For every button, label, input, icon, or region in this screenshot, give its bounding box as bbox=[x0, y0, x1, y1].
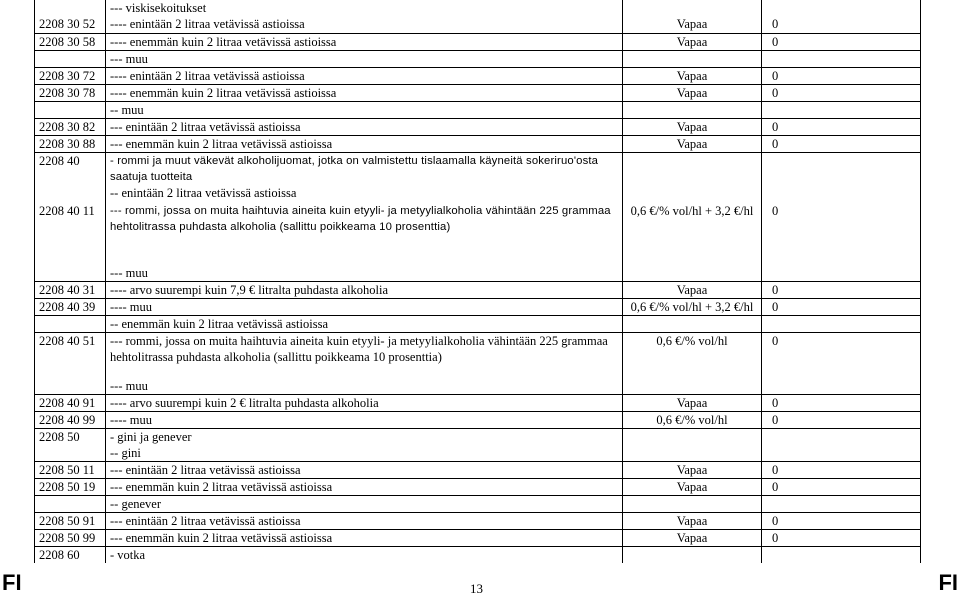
extra-duty-cell bbox=[762, 185, 921, 203]
table-row bbox=[35, 0, 921, 16]
description-cell: --- rommi, jossa on muita haihtuvia aineita kuin etyyli- ja metyylialkoholia vähintään 225 grammaa hehtolitrassa puhdasta alkoholia (sallittu poikkeama 10 prosenttia) bbox=[106, 332, 623, 378]
description-cell: -- gini bbox=[106, 445, 623, 462]
duty-rate-cell bbox=[623, 496, 762, 513]
description-cell: ---- muu bbox=[106, 412, 623, 429]
extra-duty-cell bbox=[762, 101, 921, 118]
description-cell: ---- enemmän kuin 2 litraa vetävissä astioissa bbox=[106, 33, 623, 50]
table-row bbox=[35, 152, 921, 185]
description-cell: --- enintään 2 litraa vetävissä astioissa bbox=[106, 513, 623, 530]
table-row bbox=[35, 462, 921, 479]
duty-rate-cell: Vapaa bbox=[623, 135, 762, 152]
tariff-table-body bbox=[35, 0, 921, 563]
cn-code-cell: 2208 40 31 bbox=[35, 281, 106, 298]
extra-duty-cell bbox=[762, 0, 921, 16]
table-row bbox=[35, 265, 921, 282]
table-row bbox=[35, 479, 921, 496]
extra-duty-cell: 0 bbox=[762, 33, 921, 50]
cn-code-cell: 2208 50 19 bbox=[35, 479, 106, 496]
table-row bbox=[35, 281, 921, 298]
extra-duty-cell: 0 bbox=[762, 332, 921, 378]
table-row bbox=[35, 185, 921, 203]
description-cell: -- enemmän kuin 2 litraa vetävissä astioissa bbox=[106, 315, 623, 332]
duty-rate-cell bbox=[623, 429, 762, 446]
table-row bbox=[35, 298, 921, 315]
description-cell: --- muu bbox=[106, 378, 623, 395]
cn-code-cell: 2208 60 bbox=[35, 547, 106, 564]
extra-duty-cell: 0 bbox=[762, 281, 921, 298]
description-cell: -- muu bbox=[106, 101, 623, 118]
duty-rate-cell bbox=[623, 152, 762, 185]
description-cell: ---- enemmän kuin 2 litraa vetävissä astioissa bbox=[106, 84, 623, 101]
duty-rate-cell: 0,6 €/% vol/hl bbox=[623, 412, 762, 429]
duty-rate-cell: Vapaa bbox=[623, 33, 762, 50]
description-cell: - rommi ja muut väkevät alkoholijuomat, jotka on valmistettu tislaamalla käyneitä sokeriruo'osta saatuja tuotteita bbox=[106, 152, 623, 185]
cn-code-cell bbox=[35, 445, 106, 462]
cn-code-cell: 2208 30 82 bbox=[35, 118, 106, 135]
extra-duty-cell: 0 bbox=[762, 67, 921, 84]
duty-rate-cell: 0,6 €/% vol/hl + 3,2 €/hl bbox=[623, 298, 762, 315]
duty-rate-cell bbox=[623, 265, 762, 282]
cn-code-cell bbox=[35, 496, 106, 513]
duty-rate-cell: Vapaa bbox=[623, 118, 762, 135]
extra-duty-cell: 0 bbox=[762, 479, 921, 496]
table-row bbox=[35, 50, 921, 67]
table-row bbox=[35, 547, 921, 564]
description-cell: --- viskisekoitukset bbox=[106, 0, 623, 16]
extra-duty-cell: 0 bbox=[762, 530, 921, 547]
cn-code-cell: 2208 30 52 bbox=[35, 16, 106, 33]
extra-duty-cell: 0 bbox=[762, 513, 921, 530]
description-cell: - votka bbox=[106, 547, 623, 564]
cn-code-cell bbox=[35, 101, 106, 118]
table-row bbox=[35, 118, 921, 135]
table-row bbox=[35, 67, 921, 84]
cn-code-cell: 2208 40 39 bbox=[35, 298, 106, 315]
cn-code-cell: 2208 40 91 bbox=[35, 395, 106, 412]
cn-code-cell bbox=[35, 315, 106, 332]
cn-code-cell bbox=[35, 50, 106, 67]
cn-code-cell: 2208 40 51 bbox=[35, 332, 106, 378]
table-row bbox=[35, 101, 921, 118]
table-row bbox=[35, 315, 921, 332]
extra-duty-cell: 0 bbox=[762, 118, 921, 135]
description-cell: --- enemmän kuin 2 litraa vetävissä astioissa bbox=[106, 135, 623, 152]
table-row bbox=[35, 412, 921, 429]
extra-duty-cell bbox=[762, 429, 921, 446]
extra-duty-cell: 0 bbox=[762, 135, 921, 152]
table-row bbox=[35, 445, 921, 462]
duty-rate-cell: Vapaa bbox=[623, 530, 762, 547]
extra-duty-cell: 0 bbox=[762, 203, 921, 265]
duty-rate-cell: Vapaa bbox=[623, 84, 762, 101]
cn-code-cell: 2208 40 bbox=[35, 152, 106, 185]
duty-rate-cell bbox=[623, 50, 762, 67]
description-cell: ---- enintään 2 litraa vetävissä astioissa bbox=[106, 67, 623, 84]
language-mark-left: FI bbox=[2, 570, 22, 595]
description-cell: --- muu bbox=[106, 50, 623, 67]
duty-rate-cell: 0,6 €/% vol/hl + 3,2 €/hl bbox=[623, 203, 762, 265]
cn-code-cell: 2208 40 11 bbox=[35, 203, 106, 265]
description-cell: ---- enintään 2 litraa vetävissä astioissa bbox=[106, 16, 623, 33]
duty-rate-cell: Vapaa bbox=[623, 513, 762, 530]
table-row bbox=[35, 378, 921, 395]
table-row bbox=[35, 496, 921, 513]
tariff-table bbox=[34, 0, 921, 563]
description-cell: --- rommi, jossa on muita haihtuvia aineita kuin etyyli- ja metyylialkoholia vähintään 225 grammaa hehtolitrassa puhdasta alkoholia (sallittu poikkeama 10 prosenttia) bbox=[106, 203, 623, 265]
duty-rate-cell bbox=[623, 101, 762, 118]
cn-code-cell: 2208 30 78 bbox=[35, 84, 106, 101]
extra-duty-cell: 0 bbox=[762, 412, 921, 429]
table-row bbox=[35, 395, 921, 412]
extra-duty-cell bbox=[762, 50, 921, 67]
description-cell: --- enintään 2 litraa vetävissä astioissa bbox=[106, 118, 623, 135]
extra-duty-cell: 0 bbox=[762, 462, 921, 479]
extra-duty-cell bbox=[762, 315, 921, 332]
duty-rate-cell bbox=[623, 547, 762, 564]
extra-duty-cell: 0 bbox=[762, 395, 921, 412]
duty-rate-cell: Vapaa bbox=[623, 16, 762, 33]
description-cell: --- enemmän kuin 2 litraa vetävissä astioissa bbox=[106, 530, 623, 547]
extra-duty-cell bbox=[762, 378, 921, 395]
description-cell: ---- arvo suurempi kuin 2 € litralta puhdasta alkoholia bbox=[106, 395, 623, 412]
description-cell: --- enemmän kuin 2 litraa vetävissä astioissa bbox=[106, 479, 623, 496]
extra-duty-cell bbox=[762, 445, 921, 462]
cn-code-cell bbox=[35, 0, 106, 16]
duty-rate-cell: Vapaa bbox=[623, 281, 762, 298]
table-row bbox=[35, 84, 921, 101]
extra-duty-cell: 0 bbox=[762, 84, 921, 101]
cn-code-cell: 2208 30 72 bbox=[35, 67, 106, 84]
description-cell: - gini ja genever bbox=[106, 429, 623, 446]
cn-code-cell: 2208 30 58 bbox=[35, 33, 106, 50]
extra-duty-cell bbox=[762, 496, 921, 513]
description-cell: ---- arvo suurempi kuin 7,9 € litralta puhdasta alkoholia bbox=[106, 281, 623, 298]
extra-duty-cell bbox=[762, 152, 921, 185]
cn-code-cell: 2208 50 11 bbox=[35, 462, 106, 479]
table-row bbox=[35, 429, 921, 446]
description-cell: --- muu bbox=[106, 265, 623, 282]
cn-code-cell: 2208 50 91 bbox=[35, 513, 106, 530]
duty-rate-cell: Vapaa bbox=[623, 479, 762, 496]
duty-rate-cell: Vapaa bbox=[623, 395, 762, 412]
description-cell: -- enintään 2 litraa vetävissä astioissa bbox=[106, 185, 623, 203]
cn-code-cell bbox=[35, 378, 106, 395]
description-cell: --- enintään 2 litraa vetävissä astioissa bbox=[106, 462, 623, 479]
duty-rate-cell bbox=[623, 445, 762, 462]
cn-code-cell: 2208 50 99 bbox=[35, 530, 106, 547]
extra-duty-cell: 0 bbox=[762, 16, 921, 33]
table-row bbox=[35, 513, 921, 530]
cn-code-cell bbox=[35, 265, 106, 282]
duty-rate-cell bbox=[623, 315, 762, 332]
description-cell: ---- muu bbox=[106, 298, 623, 315]
table-row bbox=[35, 33, 921, 50]
table-row bbox=[35, 16, 921, 33]
page-number: 13 bbox=[470, 581, 483, 596]
table-row bbox=[35, 135, 921, 152]
cn-code-cell bbox=[35, 185, 106, 203]
cn-code-cell: 2208 30 88 bbox=[35, 135, 106, 152]
duty-rate-cell bbox=[623, 0, 762, 16]
duty-rate-cell: Vapaa bbox=[623, 462, 762, 479]
cn-code-cell: 2208 50 bbox=[35, 429, 106, 446]
table-row bbox=[35, 203, 921, 265]
table-row bbox=[35, 332, 921, 378]
duty-rate-cell: Vapaa bbox=[623, 67, 762, 84]
extra-duty-cell bbox=[762, 547, 921, 564]
extra-duty-cell bbox=[762, 265, 921, 282]
language-mark-right: FI bbox=[938, 570, 958, 595]
description-cell: -- genever bbox=[106, 496, 623, 513]
table-row bbox=[35, 530, 921, 547]
extra-duty-cell: 0 bbox=[762, 298, 921, 315]
duty-rate-cell: 0,6 €/% vol/hl bbox=[623, 332, 762, 378]
duty-rate-cell bbox=[623, 185, 762, 203]
duty-rate-cell bbox=[623, 378, 762, 395]
cn-code-cell: 2208 40 99 bbox=[35, 412, 106, 429]
